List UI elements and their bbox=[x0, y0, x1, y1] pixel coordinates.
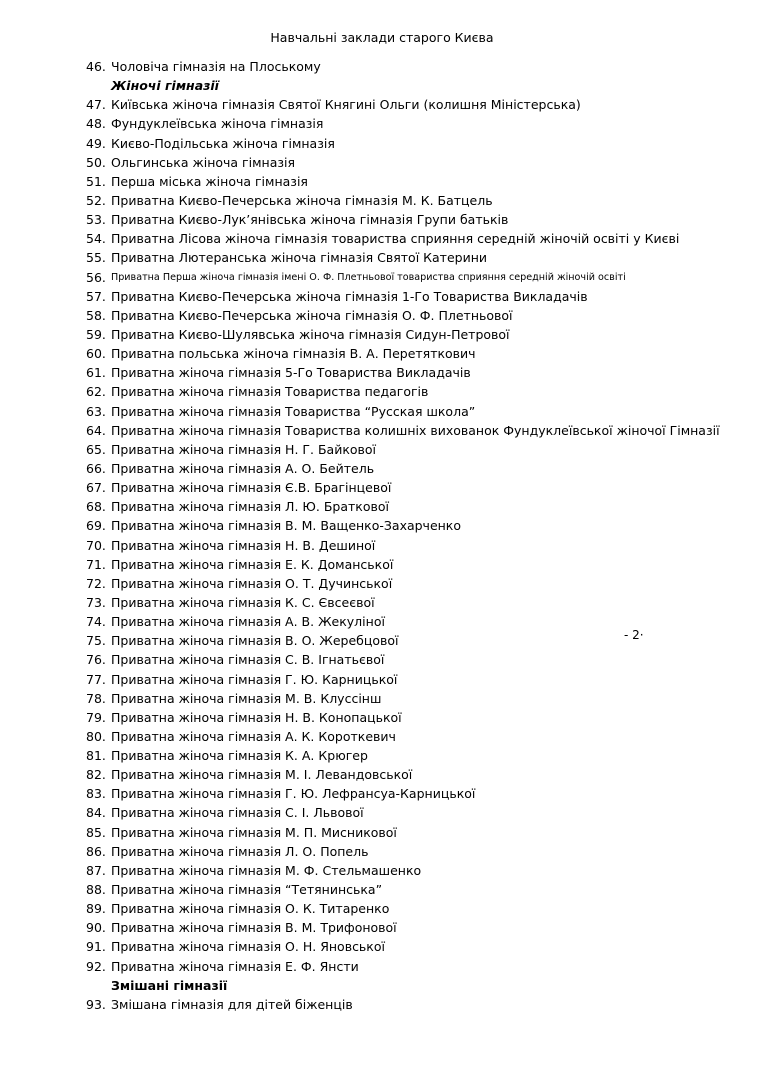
list-item-text: Приватна жіноча гімназія В. М. Трифонової bbox=[111, 920, 397, 936]
list-item-number: 84. bbox=[86, 805, 106, 821]
list-item-text: Приватна жіноча гімназія Г. Ю. Карницької bbox=[111, 671, 398, 687]
list-item bbox=[86, 784, 686, 803]
list-item-number: 47. bbox=[86, 97, 106, 113]
list-item-number: 67. bbox=[86, 480, 106, 496]
list-item-text: Приватна жіноча гімназія Є.В. Брагінцевої bbox=[111, 480, 392, 496]
list-item-number: 49. bbox=[86, 135, 106, 151]
list-item-text: Приватна жіноча гімназія Н. В. Конопацької bbox=[111, 709, 402, 725]
list-item bbox=[86, 536, 686, 555]
list-item-number: 70. bbox=[86, 537, 106, 553]
list-item-number bbox=[86, 76, 111, 95]
list-item bbox=[86, 880, 686, 899]
list-item bbox=[86, 95, 686, 114]
page-header bbox=[0, 29, 764, 47]
list-item-number: 89. bbox=[86, 901, 106, 917]
list-item-number: 75. bbox=[86, 633, 106, 649]
list-item-number: 57. bbox=[86, 288, 106, 304]
page-header-title: Навчальні заклади старого Києва bbox=[270, 30, 494, 45]
list-item bbox=[86, 210, 686, 229]
list-item-number: 87. bbox=[86, 862, 106, 878]
list-item bbox=[86, 708, 686, 727]
list-item-number: 58. bbox=[86, 307, 106, 323]
list-item-number: 65. bbox=[86, 441, 106, 457]
list-item-text: Приватна жіноча гімназія “Тетянинська” bbox=[111, 882, 383, 898]
list-item-number: 63. bbox=[86, 403, 106, 419]
list-item bbox=[86, 631, 686, 650]
list-item bbox=[86, 957, 686, 976]
list-item-text: Приватна жіноча гімназія Л. О. Попель bbox=[111, 843, 369, 859]
list-item-text: Приватна жіноча гімназія А. В. Жекуліної bbox=[111, 614, 385, 630]
list-item-text: Приватна жіноча гімназія А. О. Бейтель bbox=[111, 460, 375, 476]
list-item bbox=[86, 363, 686, 382]
list-item bbox=[86, 995, 686, 1014]
list-item bbox=[86, 861, 686, 880]
list-item-text: Приватна жіноча гімназія Товариства колишніх вихованок Фундуклеївської жіночої Гімназії bbox=[111, 422, 720, 438]
list-item bbox=[86, 727, 686, 746]
list-item-number: 79. bbox=[86, 709, 106, 725]
list-item-text: Приватна жіноча гімназія М. Ф. Стельмашенко bbox=[111, 862, 422, 878]
list-item-number: 68. bbox=[86, 499, 106, 515]
list-item bbox=[86, 555, 686, 574]
list-item-number: 64. bbox=[86, 422, 106, 438]
list-item bbox=[86, 593, 686, 612]
list-item-number: 55. bbox=[86, 250, 106, 266]
list-item bbox=[86, 172, 686, 191]
list-item-number: 71. bbox=[86, 556, 106, 572]
list-item-text: Приватна польська жіноча гімназія В. А. Перетяткович bbox=[111, 346, 476, 362]
list-item bbox=[86, 440, 686, 459]
list-item-number: 54. bbox=[86, 231, 106, 247]
list-item-number: 82. bbox=[86, 767, 106, 783]
list-item-text: Приватна жіноча гімназія О. К. Титаренко bbox=[111, 901, 390, 917]
list-item-number: 56. bbox=[86, 269, 106, 285]
list-item-text: Приватна жіноча гімназія О. Т. Дучинської bbox=[111, 575, 393, 591]
list-item bbox=[86, 114, 686, 133]
list-item bbox=[86, 612, 686, 631]
list-item-number bbox=[86, 976, 111, 995]
list-item-text: Приватна жіноча гімназія С. В. Ігнатьєвої bbox=[111, 652, 385, 668]
list-item bbox=[86, 382, 686, 401]
list-item bbox=[86, 574, 686, 593]
list-item bbox=[86, 937, 686, 956]
list-item-text: Приватна Києво-Лук’янівська жіноча гімназія Групи батьків bbox=[111, 212, 509, 228]
list-item bbox=[86, 899, 686, 918]
list-item-text: Приватна жіноча гімназія Е. К. Доманської bbox=[111, 556, 394, 572]
list-item bbox=[86, 670, 686, 689]
list-item-number: 93. bbox=[86, 996, 106, 1012]
list-item bbox=[86, 803, 686, 822]
list-item bbox=[86, 153, 686, 172]
list-item-number: 51. bbox=[86, 173, 106, 189]
list-item-text: Київська жіноча гімназія Святої Княгині Ольги (колишня Міністерська) bbox=[111, 97, 581, 113]
list-item-text: Приватна жіноча гімназія Е. Ф. Янсти bbox=[111, 958, 359, 974]
list-item-text: Приватна Лісова жіноча гімназія товариства сприяння середній жіночій освіті у Києві bbox=[111, 231, 680, 247]
list-item bbox=[86, 402, 686, 421]
list-item-number: 72. bbox=[86, 575, 106, 591]
list-item-text: Приватна жіноча гімназія Н. В. Дешиної bbox=[111, 537, 376, 553]
list-item bbox=[86, 229, 686, 248]
list-item-number: 48. bbox=[86, 116, 106, 132]
list-item-text: Перша міська жіноча гімназія bbox=[111, 173, 308, 189]
list-item-number: 60. bbox=[86, 346, 106, 362]
list-item-number: 90. bbox=[86, 920, 106, 936]
list-item-text: Змішана гімназія для дітей біженців bbox=[111, 996, 353, 1012]
list-item bbox=[86, 746, 686, 765]
list-item-number: 46. bbox=[86, 59, 106, 74]
list-item-text: Приватна Перша жіноча гімназія імені О. Ф. Плетньової товариства сприяння середній жіночій освіті bbox=[111, 271, 626, 283]
list-item-number: 91. bbox=[86, 939, 106, 955]
list-item-text: Ольгинська жіноча гімназія bbox=[111, 154, 295, 170]
list-item-number: 74. bbox=[86, 614, 106, 630]
list-item-text: Приватна Києво-Печерська жіноча гімназія О. Ф. Плетньової bbox=[111, 307, 513, 323]
list-item-text: Приватна жіноча гімназія О. Н. Яновської bbox=[111, 939, 385, 955]
list-item-number: 80. bbox=[86, 728, 106, 744]
list-item bbox=[86, 248, 686, 267]
list-item-number: 53. bbox=[86, 212, 106, 228]
list-item-text: Приватна жіноча гімназія Н. Г. Байкової bbox=[111, 441, 377, 457]
list-item-text: Приватна жіноча гімназія А. К. Короткевич bbox=[111, 728, 396, 744]
list-item-number: 78. bbox=[86, 690, 106, 706]
list-item bbox=[86, 459, 686, 478]
list-item-text: Києво-Подільська жіноча гімназія bbox=[111, 135, 335, 151]
list-item bbox=[86, 516, 686, 535]
list-item bbox=[86, 842, 686, 861]
list-item-number: 59. bbox=[86, 326, 106, 342]
list-item-text: Приватна жіноча гімназія М. П. Мисникової bbox=[111, 824, 397, 840]
list-item-text: Приватна жіноча гімназія М. В. Клуссінш bbox=[111, 690, 382, 706]
page-side-mark: - 2· bbox=[624, 628, 644, 642]
list-item-text: Жіночі гімназії bbox=[111, 78, 219, 94]
list-item bbox=[86, 689, 686, 708]
list-item-text: Приватна жіноча гімназія М. І. Левандовської bbox=[111, 767, 413, 783]
list-item-number: 66. bbox=[86, 460, 106, 476]
list-item-text: Приватна жіноча гімназія Г. Ю. Лефрансуа-Карницької bbox=[111, 786, 476, 802]
list-item-number: 88. bbox=[86, 882, 106, 898]
list-item bbox=[86, 421, 720, 440]
section-heading bbox=[86, 76, 686, 95]
list-item-text: Приватна Києво-Печерська жіноча гімназія 1-Го Товариства Викладачів bbox=[111, 288, 588, 304]
list-item-text: Приватна Києво-Печерська жіноча гімназія М. К. Батцель bbox=[111, 192, 493, 208]
list-item bbox=[86, 306, 686, 325]
institution-list bbox=[86, 57, 720, 1014]
list-item bbox=[86, 57, 686, 76]
list-item bbox=[86, 650, 686, 669]
list-item-number: 83. bbox=[86, 786, 106, 802]
list-item-text: Приватна жіноча гімназія С. І. Львової bbox=[111, 805, 364, 821]
list-item bbox=[86, 823, 686, 842]
list-item-text: Приватна жіноча гімназія Л. Ю. Браткової bbox=[111, 499, 389, 515]
list-item bbox=[86, 325, 686, 344]
list-item-number: 50. bbox=[86, 154, 106, 170]
list-item bbox=[86, 918, 686, 937]
list-item-text: Приватна жіноча гімназія К. С. Євсеєвої bbox=[111, 594, 375, 610]
list-item-number: 86. bbox=[86, 843, 106, 859]
list-item-text: Приватна жіноча гімназія Товариства “Русская школа” bbox=[111, 403, 476, 419]
list-item-number: 69. bbox=[86, 518, 106, 534]
list-item-number: 61. bbox=[86, 365, 106, 381]
list-item-text: Приватна Лютеранська жіноча гімназія Святої Катерини bbox=[111, 250, 487, 266]
list-item bbox=[86, 287, 686, 306]
list-item-number: 62. bbox=[86, 384, 106, 400]
list-item-number: 77. bbox=[86, 671, 106, 687]
list-item bbox=[86, 191, 686, 210]
list-item-text: Фундуклеївська жіноча гімназія bbox=[111, 116, 324, 132]
list-item bbox=[86, 134, 686, 153]
list-item bbox=[86, 478, 686, 497]
list-item bbox=[86, 497, 686, 516]
list-item-number: 85. bbox=[86, 824, 106, 840]
list-item-text: Приватна жіноча гімназія 5-Го Товариства Викладачів bbox=[111, 365, 471, 381]
list-item-text: Приватна жіноча гімназія К. А. Крюгер bbox=[111, 748, 368, 764]
list-item bbox=[86, 344, 686, 363]
list-item-number: 92. bbox=[86, 958, 106, 974]
list-item-number: 73. bbox=[86, 594, 106, 610]
list-item-text: Приватна Києво-Шулявська жіноча гімназія Сидун-Петрової bbox=[111, 326, 510, 342]
list-item-number: 81. bbox=[86, 748, 106, 764]
list-item-text: Чоловіча гімназія на Плоському bbox=[111, 59, 321, 74]
list-item-number: 76. bbox=[86, 652, 106, 668]
list-item-text: Приватна жіноча гімназія Товариства педагогів bbox=[111, 384, 429, 400]
list-item-number: 52. bbox=[86, 192, 106, 208]
list-item-text: Змішані гімназії bbox=[111, 977, 228, 993]
list-item-text: Приватна жіноча гімназія В. М. Ващенко-Захарченко bbox=[111, 518, 462, 534]
section-heading bbox=[86, 976, 686, 995]
list-item bbox=[86, 765, 686, 784]
list-item bbox=[86, 268, 686, 287]
list-item-text: Приватна жіноча гімназія В. О. Жеребцової bbox=[111, 633, 399, 649]
